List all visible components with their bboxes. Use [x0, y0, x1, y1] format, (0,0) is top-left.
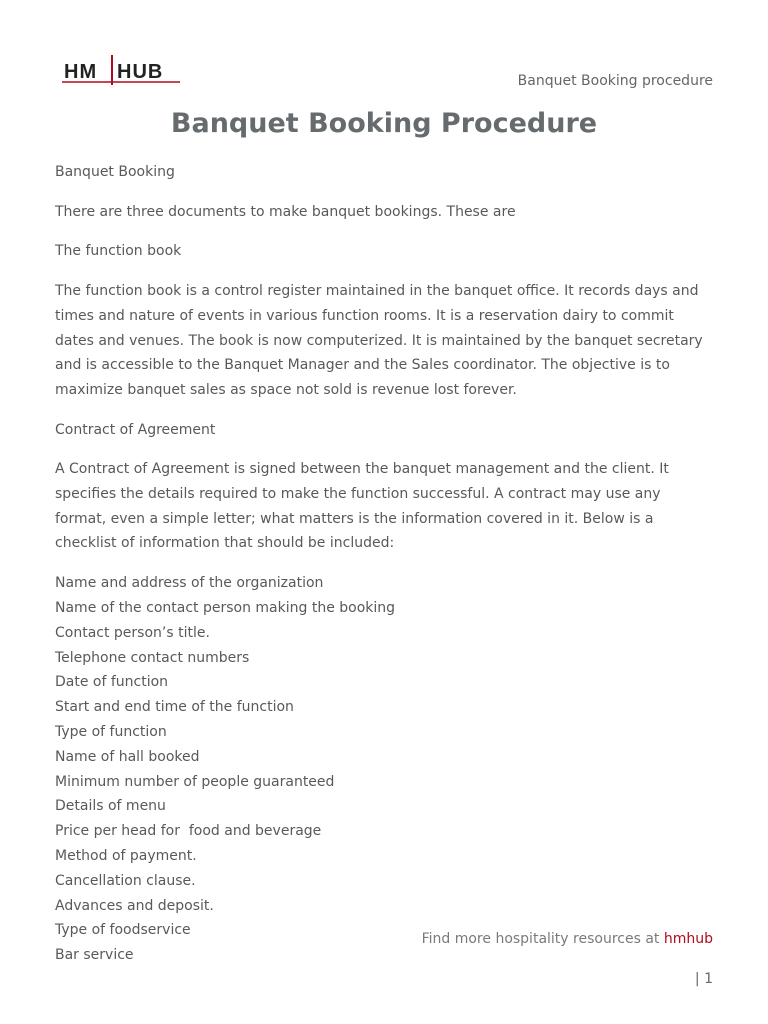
list-item: Details of menu: [55, 798, 166, 815]
running-header-title: Banquet Booking procedure: [517, 73, 713, 89]
hmhub-logo: [62, 52, 182, 86]
information-checklist: [55, 571, 715, 968]
list-item: Date of function: [55, 674, 169, 691]
list-item: Start and end time of the function: [55, 699, 294, 716]
footer-resources-note: [422, 931, 713, 947]
list-item: Name of the contact person making the booking: [55, 599, 396, 616]
list-item: Price per head for food and beverage: [55, 823, 322, 840]
contract-paragraph: A Contract of Agreement is signed between the banquet management and the client. It specifies the details required to make the function successful. A contract may use any format, even a simple letter; what matters is the information covered in it. Below is a checklist of information that should be included:: [55, 461, 669, 552]
svg-text:HUB: HUB: [117, 61, 164, 83]
list-item: Name of hall booked: [55, 748, 200, 765]
document-body: [55, 160, 715, 968]
hmhub-link[interactable]: hmhub: [663, 931, 713, 947]
list-item: Advances and deposit.: [55, 897, 214, 914]
list-item: Method of payment.: [55, 847, 197, 864]
section-heading-banquet-booking: Banquet Booking: [55, 164, 175, 180]
list-item: Minimum number of people guaranteed: [55, 773, 335, 790]
footer-note-text: Find more hospitality resources at: [421, 931, 664, 947]
function-book-paragraph: The function book is a control register maintained in the banquet office. It records days and times and nature of events in various function rooms. It is a reservation dairy to commit dates and venues. The book is now computerized. It is maintained by the banquet secretary and is accessible to the Banquet Manager and the Sales coordinator. The objective is to maximize banquet sales as space not sold is revenue lost forever.: [55, 283, 703, 398]
list-item: Name and address of the organization: [55, 575, 324, 592]
list-item: Telephone contact numbers: [55, 649, 250, 666]
list-item: Bar service: [55, 947, 134, 964]
list-item: Contact person’s title.: [55, 624, 210, 641]
page-number: | 1: [694, 971, 713, 987]
svg-text:HM: HM: [64, 61, 98, 83]
page-title: Banquet Booking Procedure: [170, 108, 598, 139]
section-heading-contract: Contract of Agreement: [55, 421, 216, 438]
list-item: Type of function: [55, 723, 167, 740]
section-heading-function-book: The function book: [55, 243, 182, 260]
list-item: Type of foodservice: [55, 922, 191, 939]
intro-paragraph: There are three documents to make banquet bookings. These are: [55, 203, 516, 220]
list-item: Cancellation clause.: [55, 872, 196, 889]
